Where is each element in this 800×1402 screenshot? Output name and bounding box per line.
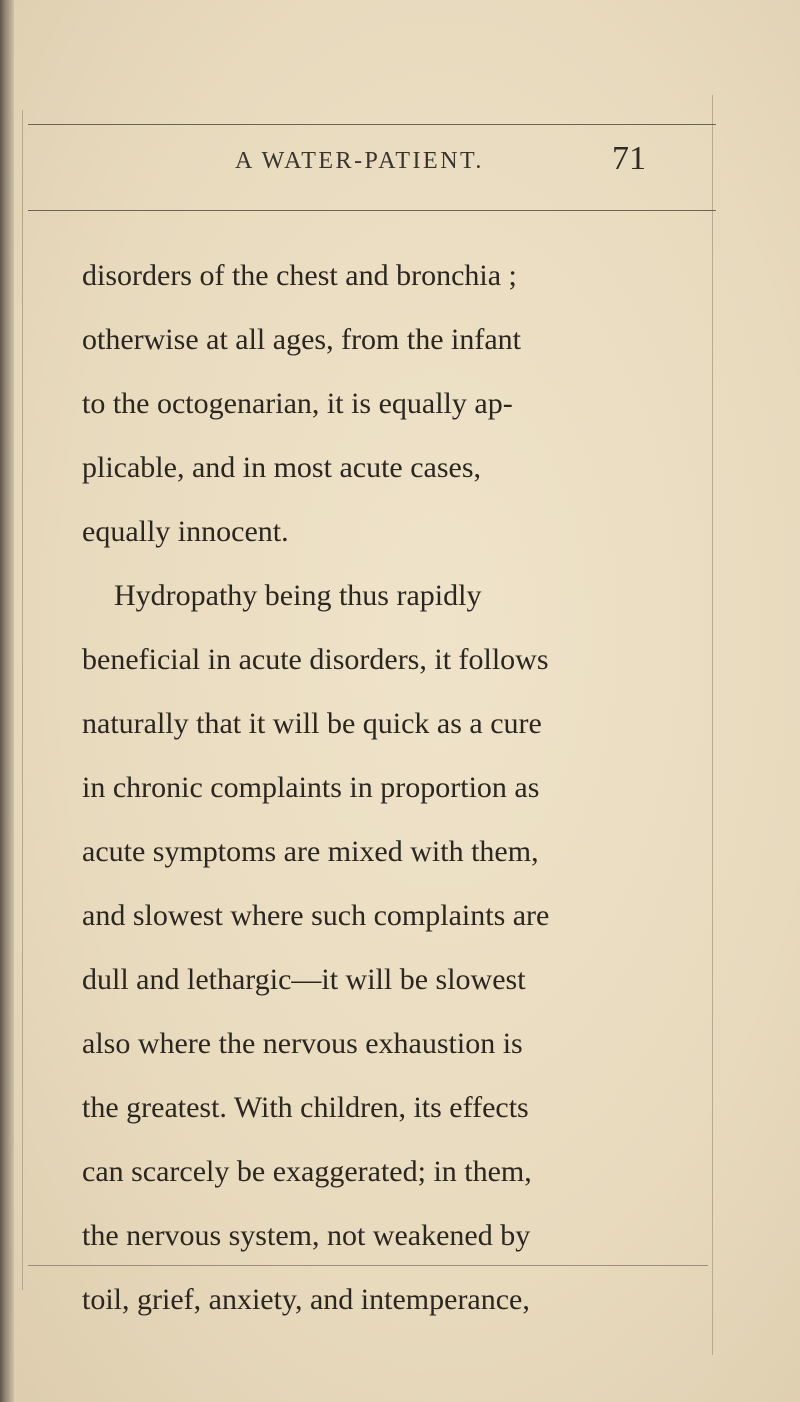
text-line: and slowest where such complaints are: [82, 899, 550, 932]
page-edge-left: [22, 110, 23, 1290]
text-line: plicable, and in most acute cases,: [82, 451, 482, 484]
text-line: to the octogenarian, it is equally ap-: [82, 387, 513, 420]
text-line: dull and lethargic—it will be slowest: [82, 963, 526, 996]
page-number: 71: [612, 140, 646, 177]
text-line: the greatest. With children, its effects: [82, 1091, 529, 1124]
text-line: disorders of the chest and bronchia ;: [82, 259, 517, 292]
text-line: in chronic complaints in proportion as: [82, 771, 540, 804]
text-line: otherwise at all ages, from the infant: [82, 323, 522, 356]
page-bottom-edge: [28, 1265, 708, 1266]
page-edge-right: [712, 95, 713, 1355]
header-rule-bottom: [28, 210, 716, 211]
text-line: beneficial in acute disorders, it follows: [82, 643, 549, 676]
body-text: [82, 244, 682, 1332]
header-rule-top: [28, 124, 716, 125]
text-line: the nervous system, not weakened by: [82, 1219, 531, 1252]
text-line: toil, grief, anxiety, and intemperance,: [82, 1283, 530, 1316]
text-line: equally innocent.: [82, 515, 289, 548]
binding-gutter: [0, 0, 14, 1402]
text-line: also where the nervous exhaustion is: [82, 1027, 523, 1060]
text-line: Hydropathy being thus rapidly: [114, 579, 482, 612]
text-line: acute symptoms are mixed with them,: [82, 835, 539, 868]
text-line: can scarcely be exaggerated; in them,: [82, 1155, 532, 1188]
text-line: naturally that it will be quick as a cure: [82, 707, 542, 740]
running-head: A WATER-PATIENT.: [235, 148, 484, 174]
